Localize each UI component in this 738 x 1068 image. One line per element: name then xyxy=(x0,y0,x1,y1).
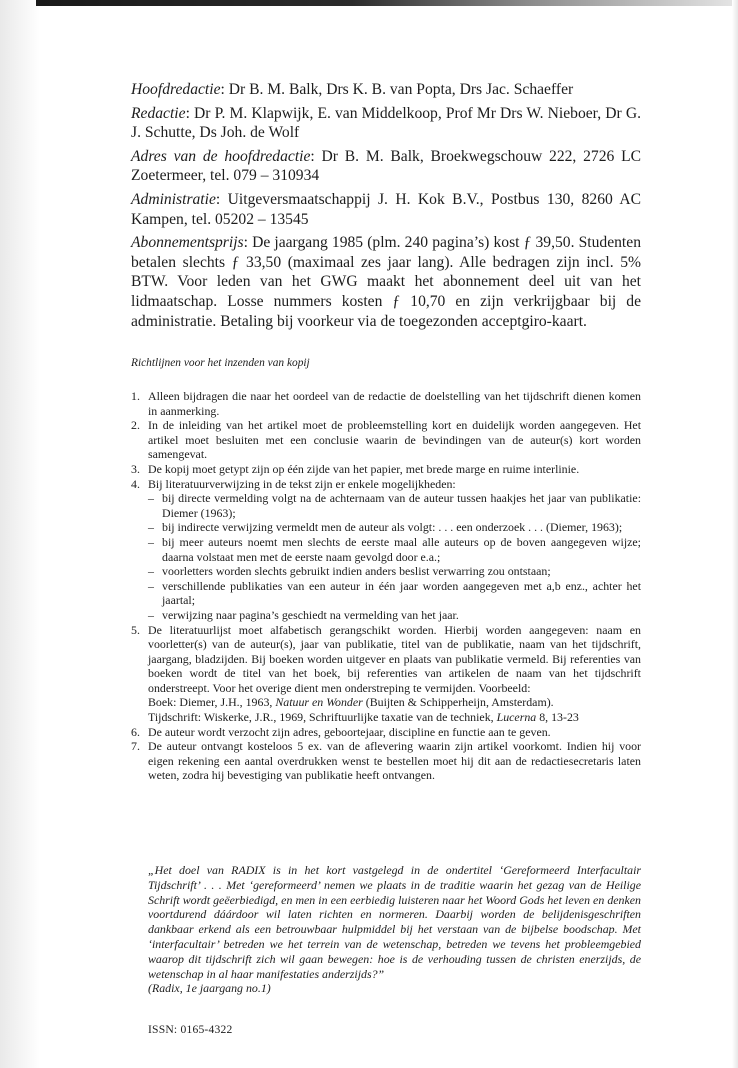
guideline-subitem: – bij indirecte verwijzing vermeldt men de auteur als volgt: . . . een onderzoek . . . (Diemer, 1963); xyxy=(148,520,623,535)
page-shadow-right xyxy=(732,0,738,1068)
guideline-item: 6. De auteur wordt verzocht zijn adres, geboortejaar, discipline en functie aan te geven. xyxy=(131,724,551,739)
quote-text: „Het doel van RADIX is in het kort vastgelegd in de ondertitel ‘Gereformeerd Interfacultair Tijdschrift’ . . . Met ‘gereformeerd’ nemen we plaats in de traditie waarin het gezag van de Heilige Schrift wordt geëerbiedigd, en men in een eerbiedig luisteren naar het Woord Gods het leven en denken voortdurend dáárdoor wil laten richten en normeren. Daarbij worden de belijdenisgeschriften dankbaar erkend als een betrouwbaar hulpmiddel bij het verstaan van de bijbelse boodschap. Met ‘interfacultair’ betreden we het terrein van de wetenschap, betreden we tevens het probleemgebied waarop dit tijdschrift zich wil gaan bewegen: hoe is de verhouding tussen de christen enerzijds, de wetenschap in al haar manifestaties anderzijds?” xyxy=(148,863,641,981)
masthead-adres: Adres van de hoofdredactie: Dr B. M. Balk, Broekwegschouw 222, 2726 LC Zoetermeer, tel. 079 – 310934 xyxy=(131,147,641,185)
guideline-item: 5. De literatuurlijst moet alfabetisch gerangschikt worden. Hierbij worden aangegeven: naam en voorletter(s) van de auteur(s), jaar van publikatie, titel van de publikatie, naam van het tijdschrift, jaargang, bladzijden. Bij boeken worden uitgever en plaats van publikatie vermeld. Bij referenties van boeken wordt de titel van het boek, bij referenties van artikelen de naam van het tijdschrift onderstreept. Voor het overige dient men onderstreping te vermijden. Voorbeeld: Boek: Diemer, J.H., 1963, Natuur en Wonder (Buijten & Schipperheijn, Amsterdam). Tijdschrift: Wiskerke, J.R., 1969, Schriftuurlijke taxatie van de techniek, Lucerna 8, 13-23 xyxy=(131,622,641,725)
guideline-subitem: – bij meer auteurs noemt men slechts de eerste maal alle auteurs op de boven aangegeven wijze; daarna volstaat men met de eerste naam gevolgd door e.a.; xyxy=(148,534,641,564)
guidelines-list xyxy=(131,389,641,783)
issn-number: ISSN: 0165-4322 xyxy=(148,1023,233,1036)
page-top-edge xyxy=(36,0,738,6)
guideline-item: 3. De kopij moet getypt zijn op één zijde van het papier, met brede marge en ruime interlinie. xyxy=(131,461,580,476)
guideline-item: 2. In de inleiding van het artikel moet de probleemstelling kort en duidelijk worden aangegeven. Het artikel moet besluiten met een conclusie waarin de bevindingen van de auteur(s) kort worden samengevat. xyxy=(131,418,641,462)
guideline-subitem: – verwijzing naar pagina’s geschiedt na vermelding van het jaar. xyxy=(148,607,459,622)
guideline-item: 7. De auteur ontvangt kosteloos 5 ex. van de aflevering waarin zijn artikel voorkomt. Indien hij voor eigen rekening een aantal overdrukken wenst te bestellen moet hij dit aan de redactiesecretaris laten weten, zodra hij bevestiging van publikatie heeft ontvangen. xyxy=(131,739,641,783)
example-journal: Tijdschrift: Wiskerke, J.R., 1969, Schriftuurlijke taxatie van de techniek, Lucerna 8, 13-23 xyxy=(148,710,579,725)
masthead xyxy=(131,80,641,335)
masthead-hoofdredactie: Hoofdredactie: Dr B. M. Balk, Drs K. B. van Popta, Drs Jac. Schaeffer xyxy=(131,81,574,98)
quote-source: (Radix, 1e jaargang no.1) xyxy=(148,981,271,996)
masthead-administratie: Administratie: Uitgeversmaatschappij J. H. Kok B.V., Postbus 130, 8260 AC Kampen, tel. 05202 – 13545 xyxy=(131,190,641,228)
example-book: Boek: Diemer, J.H., 1963, Natuur en Wonder (Buijten & Schipperheijn, Amsterdam). xyxy=(148,695,554,710)
masthead-redactie: Redactie: Dr P. M. Klapwijk, E. van Middelkoop, Prof Mr Drs W. Nieboer, Dr G. J. Schutte, Ds Joh. de Wolf xyxy=(131,104,641,142)
radix-quote xyxy=(148,863,641,996)
page-shadow-left xyxy=(0,0,40,1068)
guideline-subitem: – voorletters worden slechts gebruikt indien anders beslist verwarring zou ontstaan; xyxy=(148,564,551,579)
guideline-subitem: – bij directe vermelding volgt na de achternaam van de auteur tussen haakjes het jaar van publikatie: Diemer (1963); xyxy=(148,491,641,520)
masthead-abonnementsprijs: Abonnementsprijs: De jaargang 1985 (plm. 240 pagina’s) kost ƒ 39,50. Studenten betalen slechts ƒ 33,50 (maximaal zes jaar lang). Alle bedragen zijn incl. 5% BTW. Voor leden van het GWG maakt het abonnement deel uit van het lidmaatschap. Losse nummers kosten ƒ 10,70 en zijn verkrijgbaar bij de administratie. Betaling bij voorkeur via de toegezonden acceptgiro-kaart. xyxy=(131,234,641,330)
guideline-item: 4. Bij literatuurverwijzing in de tekst zijn er enkele mogelijkheden: – bij directe vermelding volgt na de achternaam van de auteur tussen haakjes het jaar van publikatie: Diemer (1963); – bij indirecte verwijzing vermeldt men de auteur als volgt: . . . een onderzoek . . . (Diemer, 1963); – bij meer auteurs noemt men slechts de eerste maal alle auteurs op de boven aangegeven wijze; daarna volstaat men met de eerste naam gevolgd door e.a.; – voorletters worden slechts gebruikt indien anders beslist verwarring zou ontstaan; – verschillende publikaties van een auteur in één jaar worden aangegeven met a,b enz., achter het jaartal; – verwijzing naar pagina’s geschiedt na vermelding van het jaar. xyxy=(131,476,641,622)
guidelines-title: Richtlijnen voor het inzenden van kopij xyxy=(131,357,310,369)
guideline-item: 1. Alleen bijdragen die naar het oordeel van de redactie de doelstelling van het tijdschrift dienen komen in aanmerking. xyxy=(131,389,641,418)
guideline-subitem: – verschillende publikaties van een auteur in één jaar worden aangegeven met a,b enz., achter het jaartal; xyxy=(148,578,641,608)
